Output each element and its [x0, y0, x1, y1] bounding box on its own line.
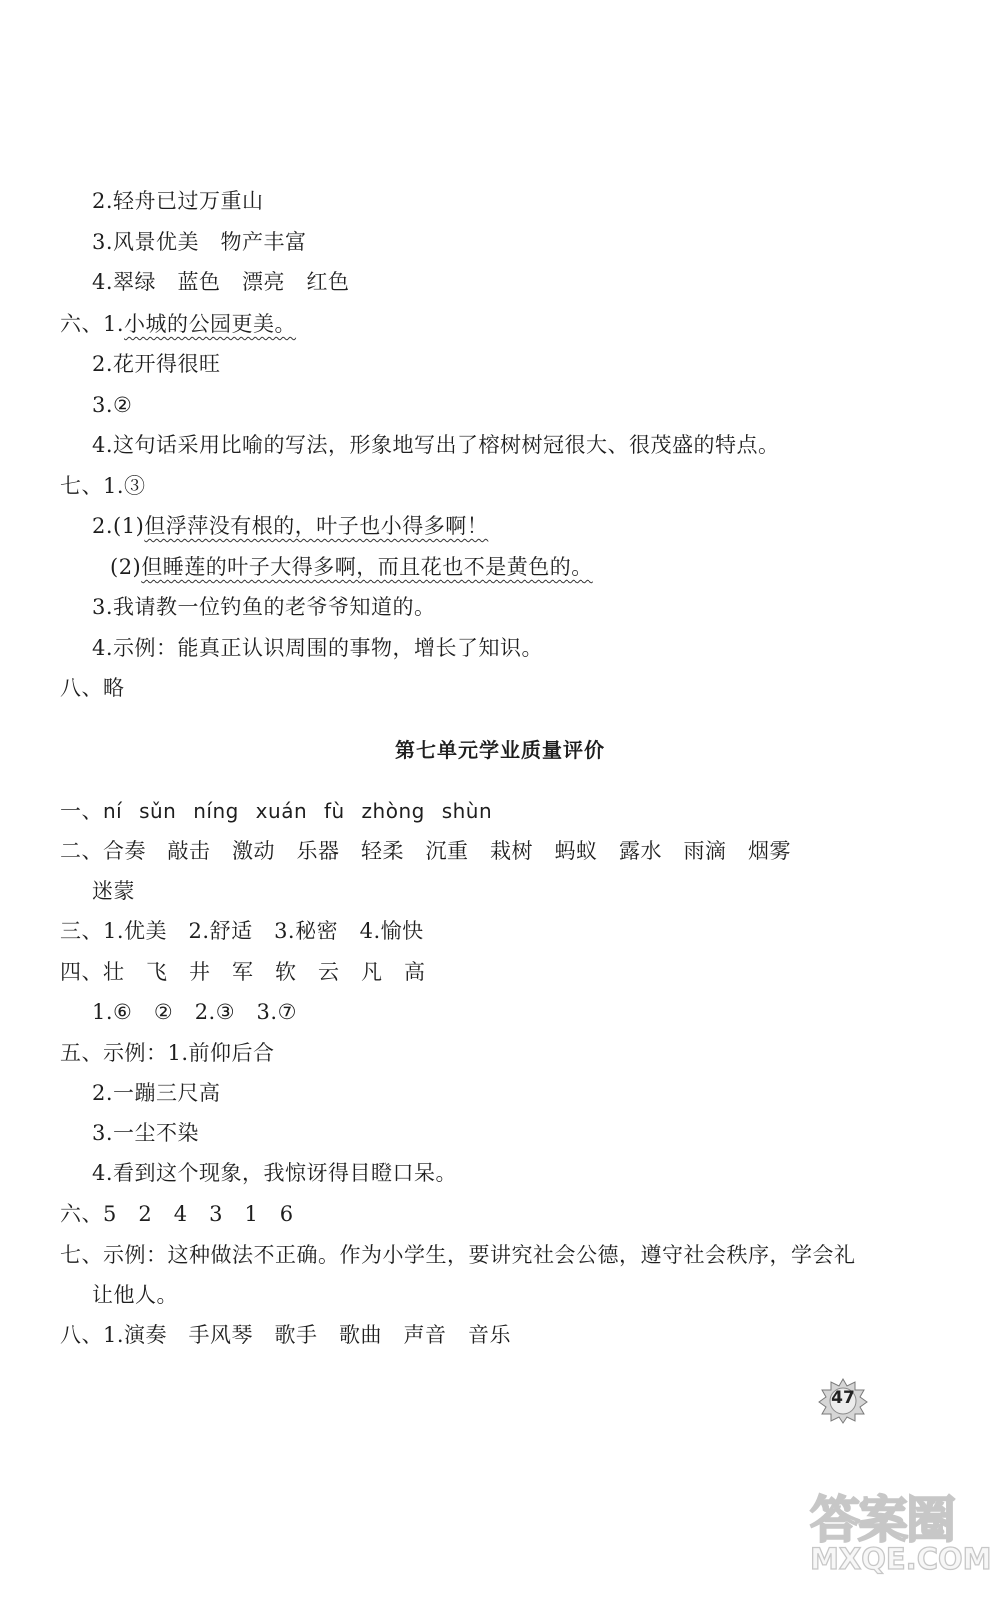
- watermark-logo: [810, 1480, 992, 1590]
- unit7-answer-5-1: 五、示例：1.前仰后合: [60, 1041, 275, 1065]
- answer-6-4: 4.这句话采用比喻的写法，形象地写出了榕树树冠很大、很茂盛的特点。: [92, 433, 780, 457]
- unit7-answer-6: 六、5 2 4 3 1 6: [60, 1202, 294, 1226]
- answer-7-1: 七、1.③: [60, 474, 146, 498]
- answer-5-3: 3.风景优美 物产丰富: [92, 230, 307, 254]
- page-number-badge: [818, 1378, 868, 1424]
- watermark-title: 答案圈: [810, 1491, 954, 1549]
- unit7-answer-3: 三、1.优美 2.舒适 3.秘密 4.愉快: [60, 919, 424, 943]
- answer-7-2-2: [110, 552, 593, 582]
- unit7-answer-5-2: 2.一蹦三尺高: [92, 1081, 221, 1105]
- answer-5-2: 2.轻舟已过万重山: [92, 189, 264, 213]
- unit7-answer-1: [60, 796, 492, 826]
- unit7-answer-7-cont: 让他人。: [92, 1283, 178, 1307]
- answer-7-2b-prefix: (2): [110, 555, 142, 579]
- unit7-answer-2-cont: 迷蒙: [92, 879, 135, 903]
- answer-6-prefix: 六、1.: [60, 312, 125, 336]
- unit7-answer-1-prefix: 一、: [60, 799, 103, 823]
- answer-5-4: 4.翠绿 蓝色 漂亮 红色: [92, 270, 350, 294]
- answer-6-3: 3.②: [92, 393, 133, 417]
- unit7-answer-2: 二、合奏 敲击 激动 乐器 轻柔 沉重 栽树 蚂蚁 露水 雨滴 烟雾: [60, 839, 791, 863]
- unit7-answer-4: 四、壮 飞 井 军 软 云 凡 高: [60, 960, 426, 984]
- answer-7-2-prefix: 2.(1): [92, 514, 145, 538]
- answer-6-1-sentence: 小城的公园更美。: [124, 312, 297, 336]
- unit7-answer-8: 八、1.演奏 手风琴 歌手 歌曲 声音 音乐: [60, 1323, 512, 1347]
- unit7-answer-5-3: 3.一尘不染: [92, 1121, 200, 1145]
- answer-8: 八、略: [60, 676, 125, 700]
- answer-7-2-1: [92, 511, 488, 541]
- unit7-answer-4-sub: 1.⑥ ② 2.③ 3.⑦: [92, 1000, 297, 1024]
- watermark-url: MXQE.COM: [810, 1542, 992, 1576]
- pinyin-answers: ní sǔn níng xuán fù zhòng shùn: [103, 799, 493, 823]
- page-number: 47: [831, 1388, 855, 1408]
- answer-7-2-1-sentence: 但浮萍没有根的，叶子也小得多啊！: [144, 514, 489, 538]
- section-title: 第七单元学业质量评价: [395, 738, 605, 762]
- answer-7-2-2-sentence: 但睡莲的叶子大得多啊，而且花也不是黄色的。: [141, 555, 593, 579]
- answer-6-1: [60, 309, 296, 339]
- unit7-answer-5-4: 4.看到这个现象，我惊讶得目瞪口呆。: [92, 1161, 458, 1185]
- unit7-answer-7: 七、示例：这种做法不正确。作为小学生，要讲究社会公德，遵守社会秩序，学会礼: [60, 1243, 856, 1267]
- answer-7-4: 4.示例：能真正认识周围的事物，增长了知识。: [92, 636, 544, 660]
- answer-7-3: 3.我请教一位钓鱼的老爷爷知道的。: [92, 595, 436, 619]
- answer-6-2: 2.花开得很旺: [92, 352, 221, 376]
